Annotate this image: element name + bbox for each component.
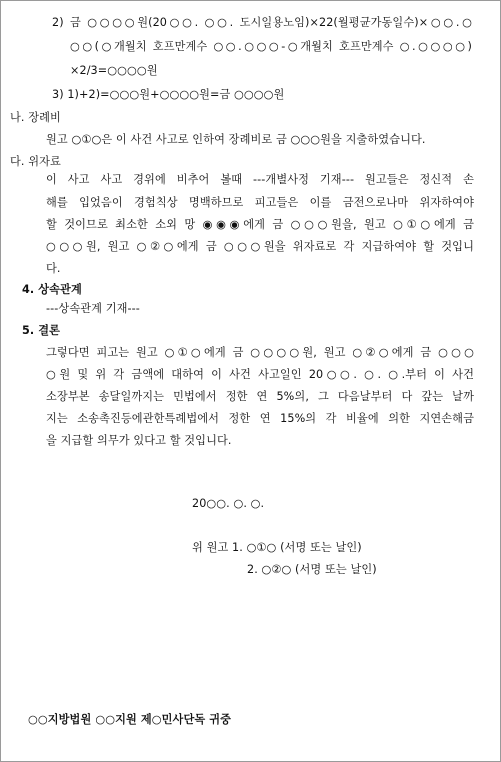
damage-calc-line-2-3: ×2/3=○○○○원 <box>70 64 158 77</box>
damage-calc-line-2-1: 2) 금 ○○○○원(20○○. ○○. 도시일용노임)×22(월평균가동일수)×○○.○ <box>52 16 472 29</box>
section-conclusion-heading: 5. 결론 <box>22 324 61 337</box>
damage-calc-total: 3) 1)+2)=○○○원+○○○○원=금 ○○○○원 <box>52 88 285 101</box>
conclusion-line-3: 소장부본 송달일까지는 민법에서 정한 연 5%의, 그 다음날부터 다 갚는 날까 <box>46 390 474 403</box>
section-inheritance-heading: 4. 상속관계 <box>22 283 82 296</box>
consolation-line-5: 다. <box>46 262 61 275</box>
consolation-line-4: ○○○원, 원고 ○②○에게 금 ○○○원을 위자료로 각 지급하여야 할 것입니 <box>46 240 474 253</box>
conclusion-line-1: 그렇다면 피고는 원고 ○①○에게 금 ○○○○원, 원고 ○②○에게 금 ○○○ <box>46 346 474 359</box>
signature-plaintiff-1: 위 원고 1. ○①○ (서명 또는 날인) <box>192 541 362 554</box>
section-funeral-heading: 나. 장례비 <box>10 111 61 124</box>
damage-calc-line-2-2: ○○(○개월치 호프만계수 ○○.○○○-○개월치 호프만계수 ○.○○○○) <box>70 40 472 53</box>
conclusion-line-2: ○원 및 위 각 금액에 대하여 이 사건 사고일인 20○○. ○. ○.부터 이 사건 <box>46 368 474 381</box>
document-date: 20○○. ○. ○. <box>192 497 265 510</box>
section-consolation-heading: 다. 위자료 <box>10 155 61 168</box>
consolation-line-3: 할 것이므로 최소한 소외 망 ◉◉◉에게 금 ○○○원을, 원고 ○①○에게 금 <box>46 218 474 231</box>
conclusion-line-5: 을 지급할 의무가 있다고 할 것입니다. <box>46 434 232 447</box>
inheritance-placeholder: ---상속관계 기재--- <box>46 302 140 315</box>
consolation-line-1: 이 사고 사고 경위에 비추어 볼때 ---개별사정 기재--- 원고들은 정신적 손 <box>46 173 474 186</box>
court-addressee: ○○지방법원 ○○지원 제○민사단독 귀중 <box>28 713 232 726</box>
consolation-line-2: 해를 입었음이 경험칙상 명백하므로 피고들은 이를 금전으로나마 위자하여야 <box>46 196 474 209</box>
signature-plaintiff-2: 2. ○②○ (서명 또는 날인) <box>247 563 377 576</box>
conclusion-line-4: 지는 소송촉진등에관한특례법에서 정한 연 15%의 각 비율에 의한 지연손해금 <box>46 412 474 425</box>
funeral-expense-text: 원고 ○①○은 이 사건 사고로 인하여 장례비로 금 ○○○원을 지출하였습니다. <box>46 133 426 146</box>
